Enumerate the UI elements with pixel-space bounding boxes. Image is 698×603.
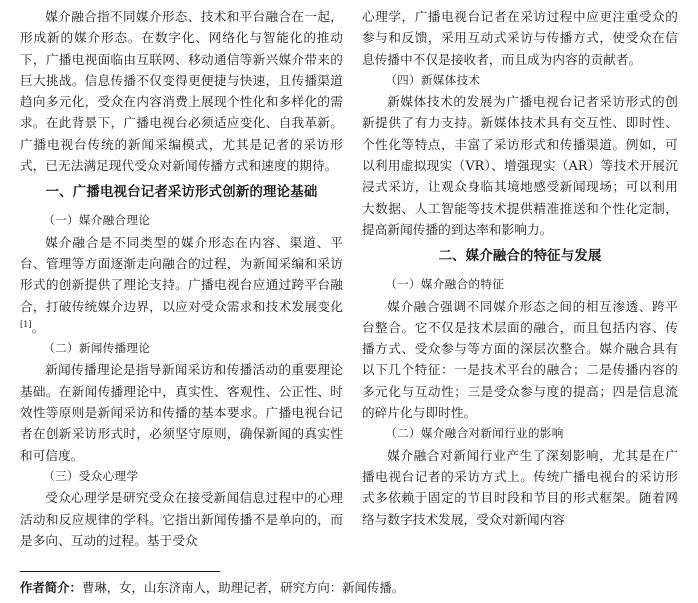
author-bio-label: 作者简介： bbox=[20, 580, 82, 595]
paragraph-end-punct: 。 bbox=[31, 319, 45, 335]
right-column bbox=[362, 6, 678, 530]
section-heading-theory: 一、广播电视台记者采访形式创新的理论基础 bbox=[45, 185, 318, 201]
paragraph-text: 媒介融合是不同类型的媒介形态在内容、渠道、平台、管理等方面逐渐走向融合的过程，为新闻采编和采访形式的创新提供了理论支持。广播电视台应通过跨平台融合，打破传统媒介边界，以应对受众需求和技术发展变化 bbox=[20, 234, 343, 314]
subheading-media-convergence-theory: （一）媒介融合理论 bbox=[43, 213, 151, 228]
paragraph-audience-psychology: 受众心理学是研究受众在接受新闻信息过程中的心理活动和反应规律的学科。它指出新闻传播不是单向的，而是多向、互动的过程。基于受众 bbox=[20, 490, 343, 548]
citation-marker: [1] bbox=[20, 319, 32, 329]
subheading-news-communication-theory: （二）新闻传播理论 bbox=[43, 341, 151, 356]
paragraph-convergence-features: 媒介融合强调不同媒介形态之间的相互渗透、跨平台整合。它不仅是技术层面的融合，而且包括内容、传播方式、受众参与等方面的深层次整合。媒介融合具有以下几个特征：一是技术平台的融合；二是传播内容的多元化与互动性；三是受众参与度的提高；四是信息流的碎片化与即时性。 bbox=[362, 298, 678, 421]
subheading-audience-psychology: （三）受众心理学 bbox=[43, 468, 139, 483]
left-column bbox=[20, 6, 343, 551]
author-bio bbox=[20, 578, 680, 598]
intro-paragraph: 媒介融合指不同媒介形态、技术和平台融合在一起，形成新的媒介形态。在数字化、网络化与智能化的推动下，广播电视面临由互联网、移动通信等新兴媒介带来的巨大挑战。信息传播不仅变得更便捷与快速，且传播渠道趋向多元化，受众在内容消费上展现个性化和多样化的需求。在此背景下，广播电视台必须适应变化、自我革新。广播电视台传统的新闻采编模式，尤其是记者的采访形式，已无法满足现代受众对新闻传播方式和速度的期待。 bbox=[20, 9, 343, 174]
paragraph-convergence-impact: 媒介融合对新闻行业产生了深刻影响，尤其是在广播电视台记者的采访方式上。传统广播电视台的采访形式多依赖于固定的节目时段和节目的形式框架。随着网络与数字技术发展，受众对新闻内容 bbox=[362, 447, 678, 527]
section-heading-convergence-features: 二、媒介融合的特征与发展 bbox=[438, 249, 602, 265]
subheading-new-media-technology: （四）新媒体技术 bbox=[385, 72, 481, 87]
paragraph-new-media-technology: 新媒体技术的发展为广播电视台记者采访形式的创新提供了有力支持。新媒体技术具有交互性、即时性、个性化等特点，丰富了采访形式和传播渠道。例如，可以利用虚拟现实（VR）、增强现实（AR）等技术开展沉浸式采访，让观众身临其境地感受新闻现场；可以利用大数据、人工智能等技术提供精准推送和个性化定制，提高新闻传播的到达率和影响力。 bbox=[362, 94, 678, 237]
subheading-convergence-features: （一）媒介融合的特征 bbox=[385, 277, 505, 292]
author-bio-text: 曹琳，女，山东济南人，助理记者，研究方向：新闻传播。 bbox=[81, 580, 405, 595]
paragraph-media-convergence-theory bbox=[20, 232, 343, 338]
footnote-divider bbox=[20, 571, 220, 572]
paragraph-continuation: 心理学，广播电视台记者在采访过程中应更注重受众的参与和反馈，采用互动式采访与传播方式，使受众在信息传播中不仅是接收者，而且成为内容的贡献者。 bbox=[362, 9, 678, 67]
subheading-convergence-impact: （二）媒介融合对新闻行业的影响 bbox=[385, 426, 564, 441]
paragraph-news-communication-theory: 新闻传播理论是指导新闻采访和传播活动的重要理论基础。在新闻传播理论中，真实性、客观性、公正性、时效性等原则是新闻采访和传播的基本要求。广播电视台记者在创新采访形式时，必须坚守原则，确保新闻的真实性和可信度。 bbox=[20, 362, 343, 463]
